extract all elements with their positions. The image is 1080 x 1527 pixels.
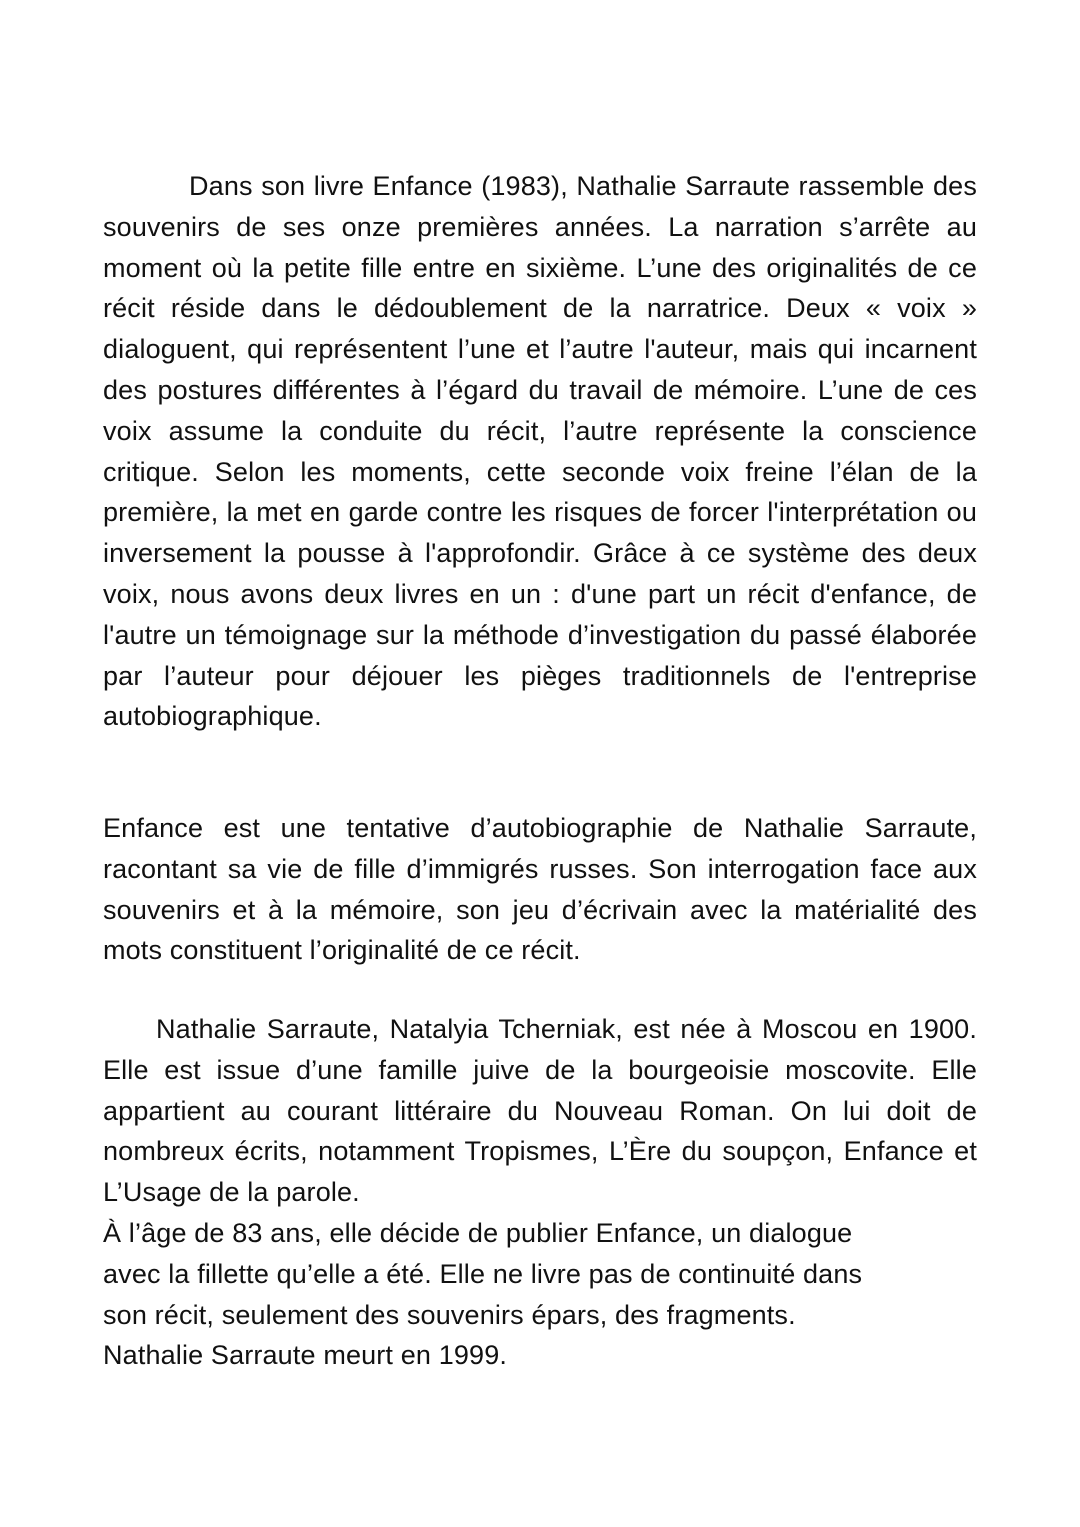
paragraph-autobiography: Enfance est une tentative d’autobiographie de Nathalie Sarraute, racontant sa vie de fille d’immigrés russes. Son interrogation face aux souvenirs et à la mémoire, son jeu d’écrivain avec la matérialité des mots constituent l’originalité de ce récit.: [103, 813, 977, 966]
closing-lines: [103, 1213, 977, 1376]
paragraph-author-biography: Nathalie Sarraute, Natalyia Tcherniak, est née à Moscou en 1900. Elle est issue d’une famille juive de la bourgeoisie moscovite. Elle appartient au courant littéraire du Nouveau Roman. On lui doit de nombreux écrits, notamment Tropismes, L’Ère du soupçon, Enfance et L’Usage de la parole.: [103, 1014, 977, 1208]
closing-line: Nathalie Sarraute meurt en 1999.: [103, 1340, 508, 1371]
closing-line: son récit, seulement des souvenirs épars, des fragments.: [103, 1299, 796, 1330]
paragraph-enfance-summary: Dans son livre Enfance (1983), Nathalie Sarraute rassemble des souvenirs de ses onze premières années. La narration s’arrête au moment où la petite fille entre en sixième. L’une des originalités de ce récit réside dans le dédoublement de la narratrice. Deux « voix » dialoguent, qui représentent l’une et l’autre l'auteur, mais qui incarnent des postures différentes à l’égard du travail de mémoire. L’une de ces voix assume la conduite du récit, l’autre représente la conscience critique. Selon les moments, cette seconde voix freine l’élan de la première, la met en garde contre les risques de forcer l'interprétation ou inversement la pousse à l'approfondir. Grâce à ce système des deux voix, nous avons deux livres en un : d'une part un récit d'enfance, de l'autre un témoignage sur la méthode d’investigation du passé élaborée par l’auteur pour déjouer les pièges traditionnels de l'entreprise autobiographique.: [103, 171, 977, 732]
closing-line: À l’âge de 83 ans, elle décide de publier Enfance, un dialogue: [103, 1218, 853, 1248]
closing-line: avec la fillette qu’elle a été. Elle ne livre pas de continuité dans: [103, 1258, 863, 1289]
